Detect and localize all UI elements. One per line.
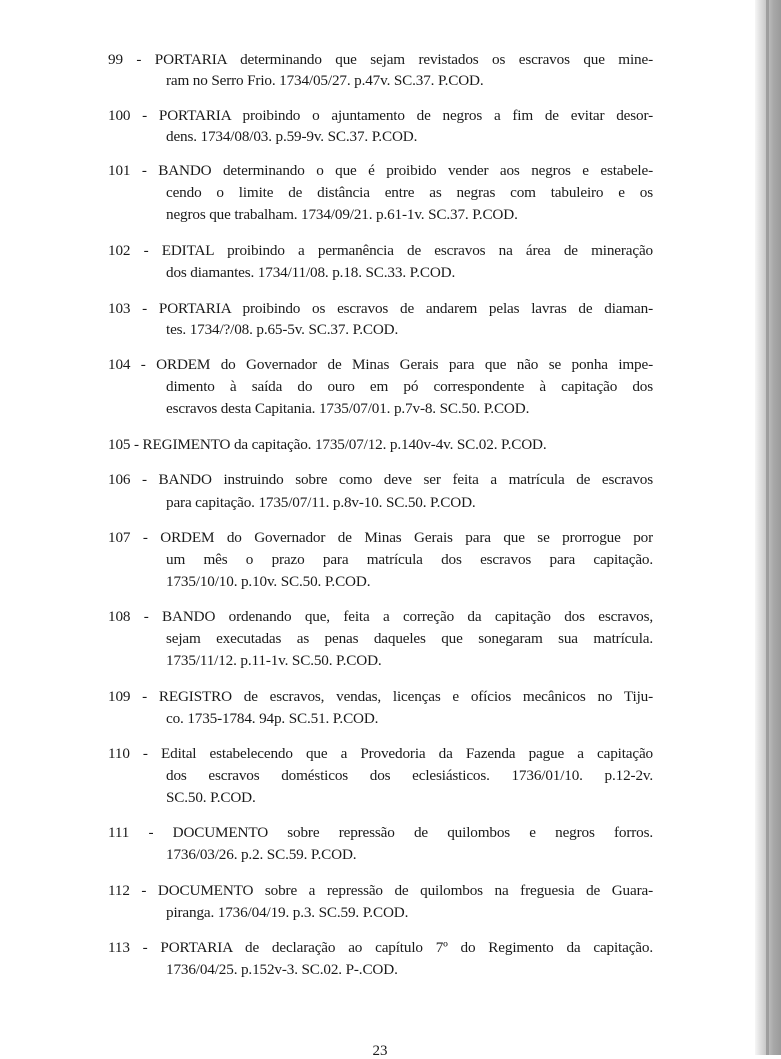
entry-101-line-2: cendo o limite de distância entre as negras com tabuleiro e os [166, 184, 653, 201]
entry-108-line-1: 108 - BANDO ordenando que, feita a correção da capitação dos escravos, [108, 608, 653, 625]
entry-108-line-2: sejam executadas as penas daqueles que sonegaram sua matrícula. [166, 630, 653, 647]
entry-108-line-3: 1735/11/12. p.11-1v. SC.50. P.COD. [166, 652, 382, 669]
entry-99-line-1: 99 - PORTARIA determinando que sejam revistados os escravos que mine- [108, 51, 653, 68]
entry-100-line-2: dens. 1734/08/03. p.59-9v. SC.37. P.COD. [166, 128, 418, 145]
entry-113-line-2: 1736/04/25. p.152v-3. SC.02. P-.COD. [166, 961, 398, 978]
entry-112-line-2: piranga. 1736/04/19. p.3. SC.59. P.COD. [166, 904, 409, 921]
entry-109-line-2: co. 1735-1784. 94p. SC.51. P.COD. [166, 710, 379, 727]
entry-112-line-1: 112 - DOCUMENTO sobre a repressão de quilombos na freguesia de Guara- [108, 882, 653, 899]
entry-111-line-1: 111 - DOCUMENTO sobre repressão de quilombos e negros forros. [108, 824, 653, 841]
entry-106-line-2: para capitação. 1735/07/11. p.8v-10. SC.50. P.COD. [166, 494, 476, 511]
entry-110-line-1: 110 - Edital estabelecendo que a Provedoria da Fazenda pague a capitação [108, 745, 653, 762]
entry-111-line-2: 1736/03/26. p.2. SC.59. P.COD. [166, 846, 357, 863]
entry-105-line-1: 105 - REGIMENTO da capitação. 1735/07/12. p.140v-4v. SC.02. P.COD. [108, 436, 547, 453]
entry-99-line-2: ram no Serro Frio. 1734/05/27. p.47v. SC.37. P.COD. [166, 72, 484, 89]
entry-103-line-2: tes. 1734/?/08. p.65-5v. SC.37. P.COD. [166, 321, 399, 338]
entry-110-line-3: SC.50. P.COD. [166, 789, 256, 806]
entry-104-line-2: dimento à saída do ouro em pó correspondente à capitação dos [166, 378, 653, 395]
entry-101-line-1: 101 - BANDO determinando o que é proibido vender aos negros e estabele- [108, 162, 653, 179]
entry-107-line-2: um mês o prazo para matrícula dos escravos para capitação. [166, 551, 653, 568]
entry-102-line-2: dos diamantes. 1734/11/08. p.18. SC.33. P.COD. [166, 264, 456, 281]
entry-107-line-3: 1735/10/10. p.10v. SC.50. P.COD. [166, 573, 371, 590]
entry-103-line-1: 103 - PORTARIA proibindo os escravos de andarem pelas lavras de diaman- [108, 300, 653, 317]
entry-106-line-1: 106 - BANDO instruindo sobre como deve ser feita a matrícula de escravos [108, 471, 653, 488]
page-number: 23 [372, 1043, 388, 1059]
entry-109-line-1: 109 - REGISTRO de escravos, vendas, licenças e ofícios mecânicos no Tiju- [108, 688, 653, 705]
entry-101-line-3: negros que trabalham. 1734/09/21. p.61-1v. SC.37. P.COD. [166, 206, 518, 223]
entry-100-line-1: 100 - PORTARIA proibindo o ajuntamento de negros a fim de evitar desor- [108, 107, 653, 124]
entry-104-line-3: escravos desta Capitania. 1735/07/01. p.7v-8. SC.50. P.COD. [166, 400, 530, 417]
entry-107-line-1: 107 - ORDEM do Governador de Minas Gerais para que se prorrogue por [108, 529, 653, 546]
entry-104-line-1: 104 - ORDEM do Governador de Minas Gerais para que não se ponha impe- [108, 356, 653, 373]
entry-110-line-2: dos escravos domésticos dos eclesiásticos. 1736/01/10. p.12-2v. [166, 767, 653, 784]
entry-102-line-1: 102 - EDITAL proibindo a permanência de escravos na área de mineração [108, 242, 653, 259]
entry-113-line-1: 113 - PORTARIA de declaração ao capítulo 7º do Regimento da capitação. [108, 939, 653, 956]
